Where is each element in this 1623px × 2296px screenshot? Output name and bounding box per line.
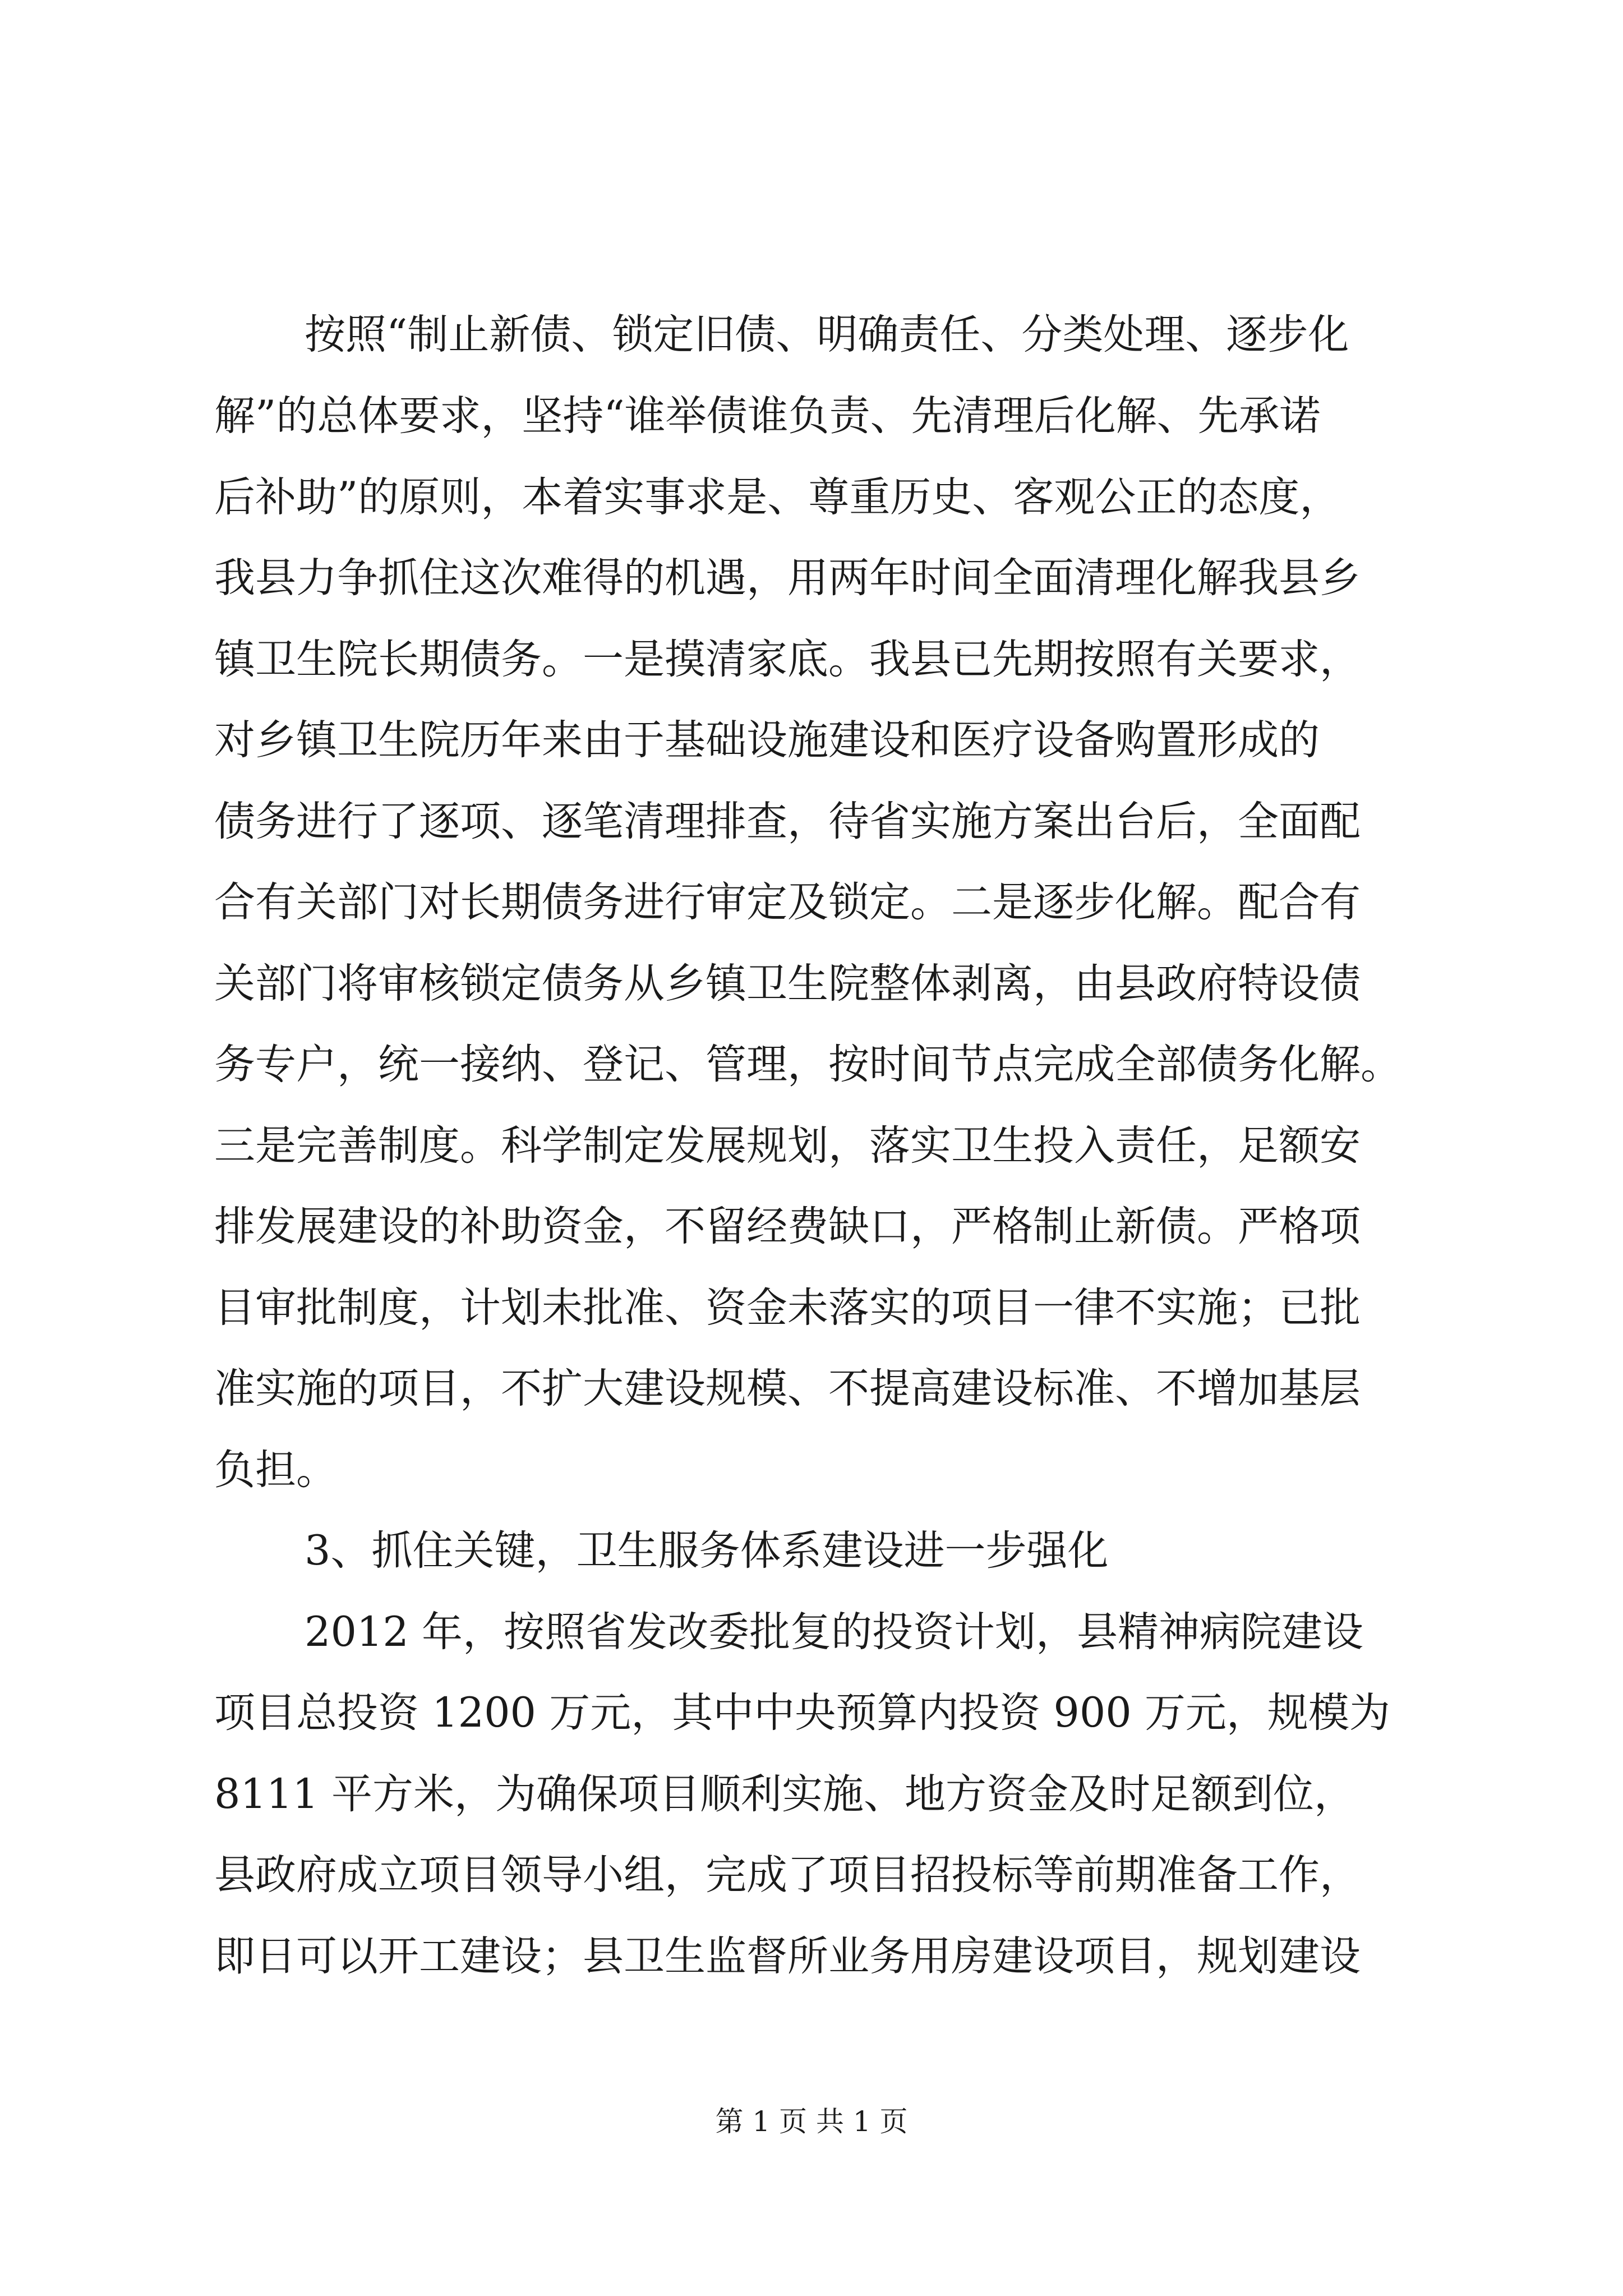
text-line: 债务进行了逐项、逐笔清理排查，待省实施方案出台后，全面配 (214, 798, 1361, 845)
text-line: 后补助”的原则，本着实事求是、尊重历史、客观公正的态度， (214, 473, 1341, 521)
text-line: 目审批制度，计划未批准、资金未落实的项目一律不实施；已批 (214, 1284, 1361, 1332)
text-line: 排发展建设的补助资金，不留经费缺口，严格制止新债。严格项 (214, 1203, 1361, 1250)
text-line: 8111 平方米，为确保项目顺利实施、地方资金及时足额到位， (214, 1770, 1355, 1818)
text-line: 负担。 (214, 1446, 337, 1494)
text-line: 县政府成立项目领导小组，完成了项目招投标等前期准备工作， (214, 1851, 1361, 1899)
text-line: 2012 年，按照省发改委批复的投资计划，县精神病院建设 (305, 1608, 1363, 1656)
text-line: 按照“制止新债、锁定旧债、明确责任、分类处理、逐步化 (305, 311, 1349, 358)
text-line: 三是完善制度。科学制定发展规划，落实卫生投入责任，足额安 (214, 1122, 1361, 1170)
text-line: 务专户，统一接纳、登记、管理，按时间节点完成全部债务化解。 (214, 1041, 1401, 1088)
page-footer: 第 1 页 共 1 页 (715, 2105, 908, 2138)
text-line: 准实施的项目，不扩大建设规模、不提高建设标准、不增加基层 (214, 1365, 1361, 1412)
text-line: 项目总投资 1200 万元，其中中央预算内投资 900 万元，规模为 (214, 1689, 1390, 1737)
text-line: 合有关部门对长期债务进行审定及锁定。二是逐步化解。配合有 (214, 878, 1361, 926)
text-line: 镇卫生院长期债务。一是摸清家底。我县已先期按照有关要求， (214, 636, 1361, 683)
text-line: 即日可以开工建设；县卫生监督所业务用房建设项目，规划建设 (214, 1932, 1361, 1980)
text-line: 解”的总体要求，坚持“谁举债谁负责、先清理后化解、先承诺 (214, 392, 1321, 440)
text-line: 对乡镇卫生院历年来由于基础设施建设和医疗设备购置形成的 (214, 716, 1320, 764)
text-line: 我县力争抓住这次难得的机遇，用两年时间全面清理化解我县乡 (214, 554, 1361, 602)
text-line: 关部门将审核锁定债务从乡镇卫生院整体剥离，由县政府特设债 (214, 960, 1361, 1007)
section-heading: 3、抓住关键，卫生服务体系建设进一步强化 (305, 1527, 1109, 1575)
